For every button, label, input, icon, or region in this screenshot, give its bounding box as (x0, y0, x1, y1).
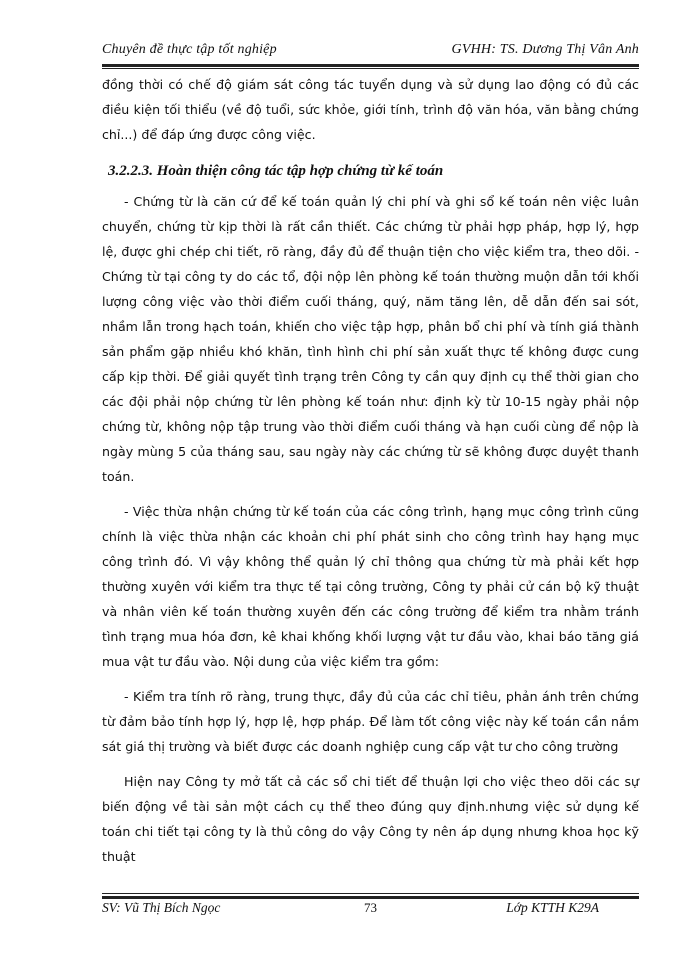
paragraph-acknowledgement: - Việc thừa nhận chứng từ kế toán của các công trình, hạng mục công trình cũng chính là việc thừa nhận các khoản chi phí phát sinh cho công trình hay hạng mục công trình đó. Vì vậy không thể quản lý chỉ thông qua chứng từ mà phải kết hợp thường xuyên với kiểm tra thực tế tại công trường, Công ty phải cử cán bộ kỹ thuật và nhân viên kế toán thường xuyên đến các công trường để kiểm tra nhằm tránh tình trạng mua hóa đơn, kê khai khống khối lượng vật tư đầu vào, khai báo tăng giá mua vật tư đầu vào. Nội dung của việc kiểm tra gồm: (102, 504, 639, 669)
page-header (102, 40, 639, 64)
page-footer (102, 900, 639, 922)
header-title: Chuyên đề thực tập tốt nghiệp (102, 42, 277, 57)
header-rule-thin (102, 68, 639, 69)
paragraph-ledgers: Hiện nay Công ty mở tất cả các sổ chi tiết để thuận lợi cho việc theo dõi các sự biến động về tài sản một cách cụ thể theo đúng quy định.nhưng việc sử dụng kế toán chi tiết tại công ty là thủ công do vậy Công ty nên áp dụng nhưng khoa học kỹ thuật (102, 774, 639, 864)
page-body (102, 70, 639, 869)
header-advisor: GVHH: TS. Dương Thị Vân Anh (451, 42, 639, 57)
paragraph-documents: - Chứng từ là căn cứ để kế toán quản lý chi phí và ghi sổ kế toán nên việc luân chuyển, chứng từ kịp thời là rất cần thiết. Các chứng từ phải hợp pháp, hợp lý, hợp lệ, được ghi chép chi tiết, rõ ràng, đầy đủ để thuận tiện cho việc kiểm tra, theo dõi. - Chứng từ tại công ty do các tổ, đội nộp lên phòng kế toán thường muộn dẫn tới khối lượng công việc vào thời điểm cuối tháng, quý, năm tăng lên, dễ dẫn đến sai sót, nhầm lẫn trong hạch toán, khiến cho việc tập hợp, phân bổ chi phí và tính giá thành sản phẩm gặp nhiều khó khăn, tình hình chi phí sản xuất thực tế không được cung cấp kịp thời. Để giải quyết tình trạng trên Công ty cần quy định cụ thể thời gian cho các đội phải nộp chứng từ lên phòng kế toán như: định kỳ từ 10-15 ngày phải nộp chứng từ, không nộp tập trung vào thời điểm cuối tháng và hạn cuối cùng để nộp là ngày mùng 5 của tháng sau, sau ngày này các chứng từ sẽ không được duyệt thanh toán. (102, 194, 639, 484)
footer-rule-thick (102, 896, 639, 899)
paragraph-continuation: đồng thời có chế độ giám sát công tác tuyển dụng và sử dụng lao động có đủ các điều kiện tối thiểu (về độ tuổi, sức khỏe, giới tính, trình độ văn hóa, văn bằng chứng chỉ...) để đáp ứng được công việc. (102, 77, 639, 142)
header-rule-thick (102, 64, 639, 67)
paragraph-inspection: - Kiểm tra tính rõ ràng, trung thực, đầy đủ của các chỉ tiêu, phản ánh trên chứng từ đảm bảo tính hợp lý, hợp lệ, hợp pháp. Để làm tốt công việc này kế toán cần nắm sát giá thị trường và biết được các doanh nghiệp cung cấp vật tư cho công trường (102, 689, 639, 754)
footer-rule-thin (102, 893, 639, 894)
page-number: 73 (364, 900, 377, 915)
footer-student: SV: Vũ Thị Bích Ngọc (102, 900, 221, 915)
footer-class: Lớp KTTH K29A (506, 900, 599, 915)
section-heading: 3.2.2.3. Hoàn thiện công tác tập hợp chứng từ kế toán (108, 163, 444, 179)
